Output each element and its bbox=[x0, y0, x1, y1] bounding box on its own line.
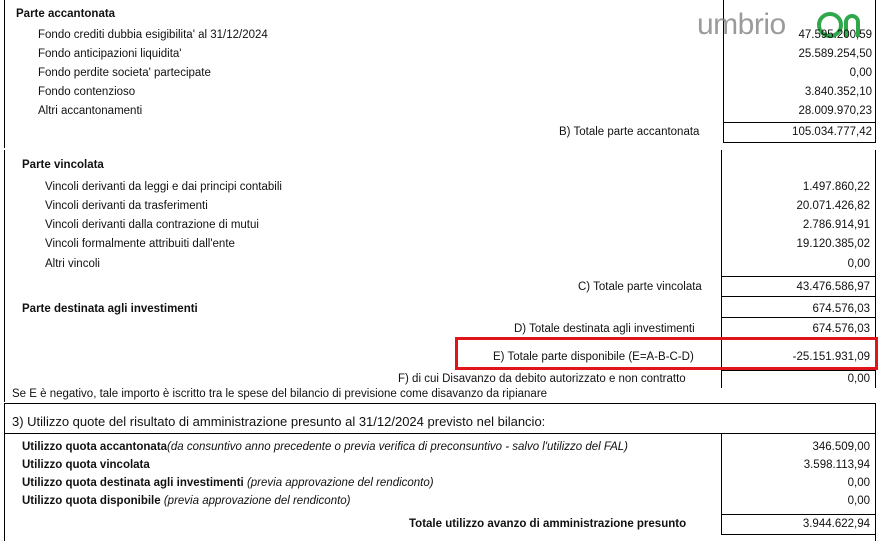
accantonata-label-1: Fondo crediti dubbia esigibilita' al 31/12/2024 bbox=[38, 29, 268, 41]
utilizzo-value-1: 346.509,00 bbox=[812, 441, 870, 453]
rule-c-total-bottom bbox=[721, 296, 876, 297]
left-border-top bbox=[4, 0, 5, 148]
rule-c-total-top bbox=[721, 276, 876, 277]
section-title-investimenti: Parte destinata agli investimenti bbox=[22, 303, 198, 315]
accantonata-total-value: 105.034.777,42 bbox=[792, 126, 872, 138]
vincolata-value-2: 20.071.426,82 bbox=[796, 200, 870, 212]
accantonata-label-2: Fondo anticipazioni liquidita' bbox=[38, 48, 182, 60]
section-title-accantonata: Parte accantonata bbox=[16, 8, 116, 20]
vincolata-label-4: Vincoli formalmente attribuiti dall'ente bbox=[45, 238, 235, 250]
section-title-vincolata: Parte vincolata bbox=[22, 159, 104, 171]
disavanzo-label: F) di cui Disavanzo da debito autorizzato e non contratto bbox=[398, 373, 686, 385]
utilizzo-label-4: Utilizzo quota disponibile bbox=[22, 495, 161, 507]
disavanzo-note: Se E è negativo, tale importo è iscritto tra le spese del bilancio di previsione come disavanzo da ripianare bbox=[12, 388, 548, 400]
rule-section3-header-bottom bbox=[4, 433, 876, 434]
utilizzo-note-3: (previa approvazione del rendiconto) bbox=[246, 477, 434, 489]
utilizzo-label-3: Utilizzo quota destinata agli investimenti bbox=[22, 477, 244, 489]
investimenti-value: 674.576,03 bbox=[812, 303, 870, 315]
section-title-utilizzo: 3) Utilizzo quote del risultato di amministrazione presunto al 31/12/2024 previsto nel bilancio: bbox=[12, 414, 546, 429]
vincolata-label-3: Vincoli derivanti dalla contrazione di mutui bbox=[45, 219, 259, 231]
vincolata-label-5: Altri vincoli bbox=[45, 258, 100, 270]
rule-util-total-top bbox=[721, 514, 876, 515]
utilizzo-row-4 bbox=[22, 494, 351, 508]
vincolata-value-3: 2.786.914,91 bbox=[802, 219, 870, 231]
vincolata-label-1: Vincoli derivanti da leggi e dai principi contabili bbox=[45, 181, 282, 193]
disponibile-value: -25.151.931,09 bbox=[792, 351, 870, 363]
rule-util-total-bottom bbox=[721, 534, 876, 535]
left-border-mid bbox=[4, 150, 5, 402]
utilizzo-note-1: (da consuntivo anno precedente o previa verifica di preconsuntivo - salvo l'utilizzo del FAL) bbox=[167, 441, 628, 453]
rule-b-total-bottom bbox=[723, 142, 876, 143]
utilizzo-label-1: Utilizzo quota accantonata bbox=[22, 441, 168, 453]
utilizzo-note-4: (previa approvazione del rendiconto) bbox=[163, 495, 351, 507]
vincolata-total-label: C) Totale parte vincolata bbox=[578, 281, 702, 293]
utilizzo-value-4: 0,00 bbox=[847, 495, 870, 507]
watermark-logo: umbrio bbox=[697, 8, 786, 41]
rule-f-top bbox=[721, 370, 876, 371]
utilizzo-total-label: Totale utilizzo avanzo di amministrazione presunto bbox=[409, 518, 687, 530]
disavanzo-value: 0,00 bbox=[847, 373, 870, 385]
vincolata-value-5: 0,00 bbox=[847, 258, 870, 270]
utilizzo-row-1 bbox=[22, 440, 628, 454]
accantonata-value-1: 47.595.200,59 bbox=[798, 29, 872, 41]
rule-d-total-top bbox=[721, 317, 876, 318]
vincolata-label-2: Vincoli derivanti da trasferimenti bbox=[45, 200, 208, 212]
accantonata-value-5: 28.009.970,23 bbox=[798, 105, 872, 117]
utilizzo-value-3: 0,00 bbox=[847, 477, 870, 489]
rule-b-total-top bbox=[723, 122, 876, 123]
accantonata-value-2: 25.589.254,50 bbox=[798, 48, 872, 60]
value-col-left-bottom bbox=[721, 434, 722, 534]
vincolata-value-1: 1.497.860,22 bbox=[802, 181, 870, 193]
accantonata-value-4: 3.840.352,10 bbox=[804, 86, 872, 98]
utilizzo-row-2 bbox=[22, 458, 150, 472]
accantonata-total-label: B) Totale parte accantonata bbox=[559, 126, 700, 138]
accantonata-label-3: Fondo perdite societa' partecipate bbox=[38, 67, 211, 79]
utilizzo-total-value: 3.944.622,94 bbox=[802, 518, 870, 530]
right-border-bottom bbox=[875, 404, 876, 541]
investimenti-total-label: D) Totale destinata agli investimenti bbox=[514, 323, 695, 335]
disponibile-label: E) Totale parte disponibile (E=A-B-C-D) bbox=[493, 351, 694, 363]
accantonata-label-4: Fondo contenzioso bbox=[38, 86, 136, 98]
left-border-bottom bbox=[4, 404, 5, 541]
vincolata-total-value: 43.476.586,97 bbox=[796, 281, 870, 293]
utilizzo-row-3 bbox=[22, 476, 434, 490]
accantonata-value-3: 0,00 bbox=[849, 67, 872, 79]
accantonata-label-5: Altri accantonamenti bbox=[38, 105, 143, 117]
investimenti-total-value: 674.576,03 bbox=[812, 323, 870, 335]
vincolata-value-4: 19.120.385,02 bbox=[796, 238, 870, 250]
utilizzo-label-2: Utilizzo quota vincolata bbox=[22, 459, 150, 471]
utilizzo-value-2: 3.598.113,94 bbox=[803, 459, 870, 471]
rule-section3-top bbox=[4, 403, 876, 404]
